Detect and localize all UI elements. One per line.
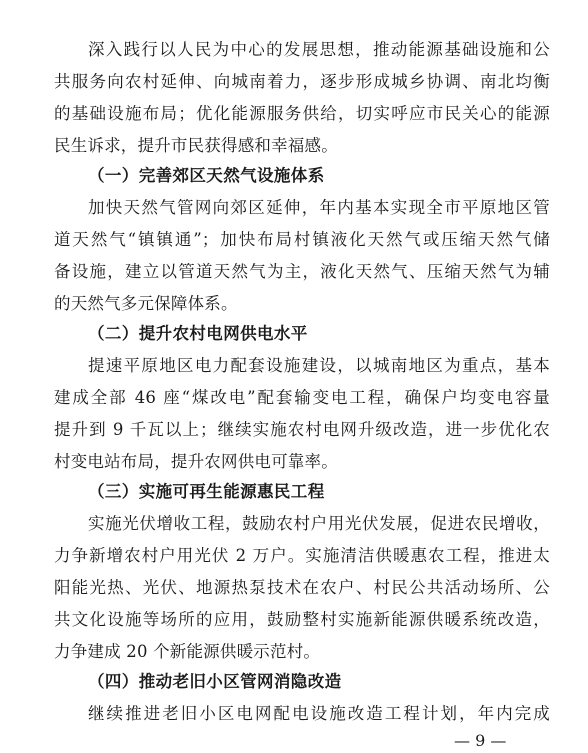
section-1-line-4: 的天然气多元保障体系。 [54,294,238,313]
section-4-heading: （四）推动老旧小区管网消隐改造 [88,672,342,691]
page-number: — 9 — [454,731,507,750]
intro-line-3: 的基础设施布局；优化能源服务供给，切实呼应市民关心的能源 [54,104,550,123]
section-2-line-1: 提速平原地区电力配套设施建设，以城南地区为重点，基本 [88,356,550,375]
section-3-line-4: 共文化设施等场所的应用，鼓励整村实施新能源供暖系统改造， [54,610,550,629]
section-3-heading: （三）实施可再生能源惠民工程 [88,482,325,501]
section-2-heading: （二）提升农村电网供电水平 [88,324,308,343]
section-1-line-3: 备设施，建立以管道天然气为主，液化天然气、压缩天然气为辅 [54,262,550,281]
section-1-line-2: 道天然气“镇镇通”；加快布局村镇液化天然气或压缩天然气储 [54,230,550,249]
intro-line-4: 民生诉求，提升市民获得感和幸福感。 [54,136,338,155]
section-2-line-2: 建成全部 46 座“煤改电”配套输变电工程，确保户均变电容量 [54,388,550,407]
section-3-line-1: 实施光伏增收工程，鼓励农村户用光伏发展，促进农民增收， [88,514,550,533]
section-4-line-1: 继续推进老旧小区电网配电设施改造工程计划，年内完成 [88,704,550,723]
section-3-line-2: 力争新增农村户用光伏 2 万户。实施清洁供暖惠农工程，推进太 [54,546,550,565]
section-2-line-3: 提升到 9 千瓦以上；继续实施农村电网升级改造，进一步优化农 [54,420,550,439]
section-3-line-5: 力争建成 20 个新能源供暖示范村。 [54,642,321,661]
intro-line-1: 深入践行以人民为中心的发展思想，推动能源基础设施和公 [88,40,550,59]
section-1-line-1: 加快天然气管网向郊区延伸，年内基本实现全市平原地区管 [88,198,550,217]
section-2-line-4: 村变电站布局，提升农网供电可靠率。 [54,452,338,471]
section-1-heading: （一）完善郊区天然气设施体系 [88,166,325,185]
section-3-line-3: 阳能光热、光伏、地源热泵技术在农户、村民公共活动场所、公 [54,578,550,597]
intro-line-2: 共服务向农村延伸、向城南着力，逐步形成城乡协调、南北均衡 [54,72,550,91]
